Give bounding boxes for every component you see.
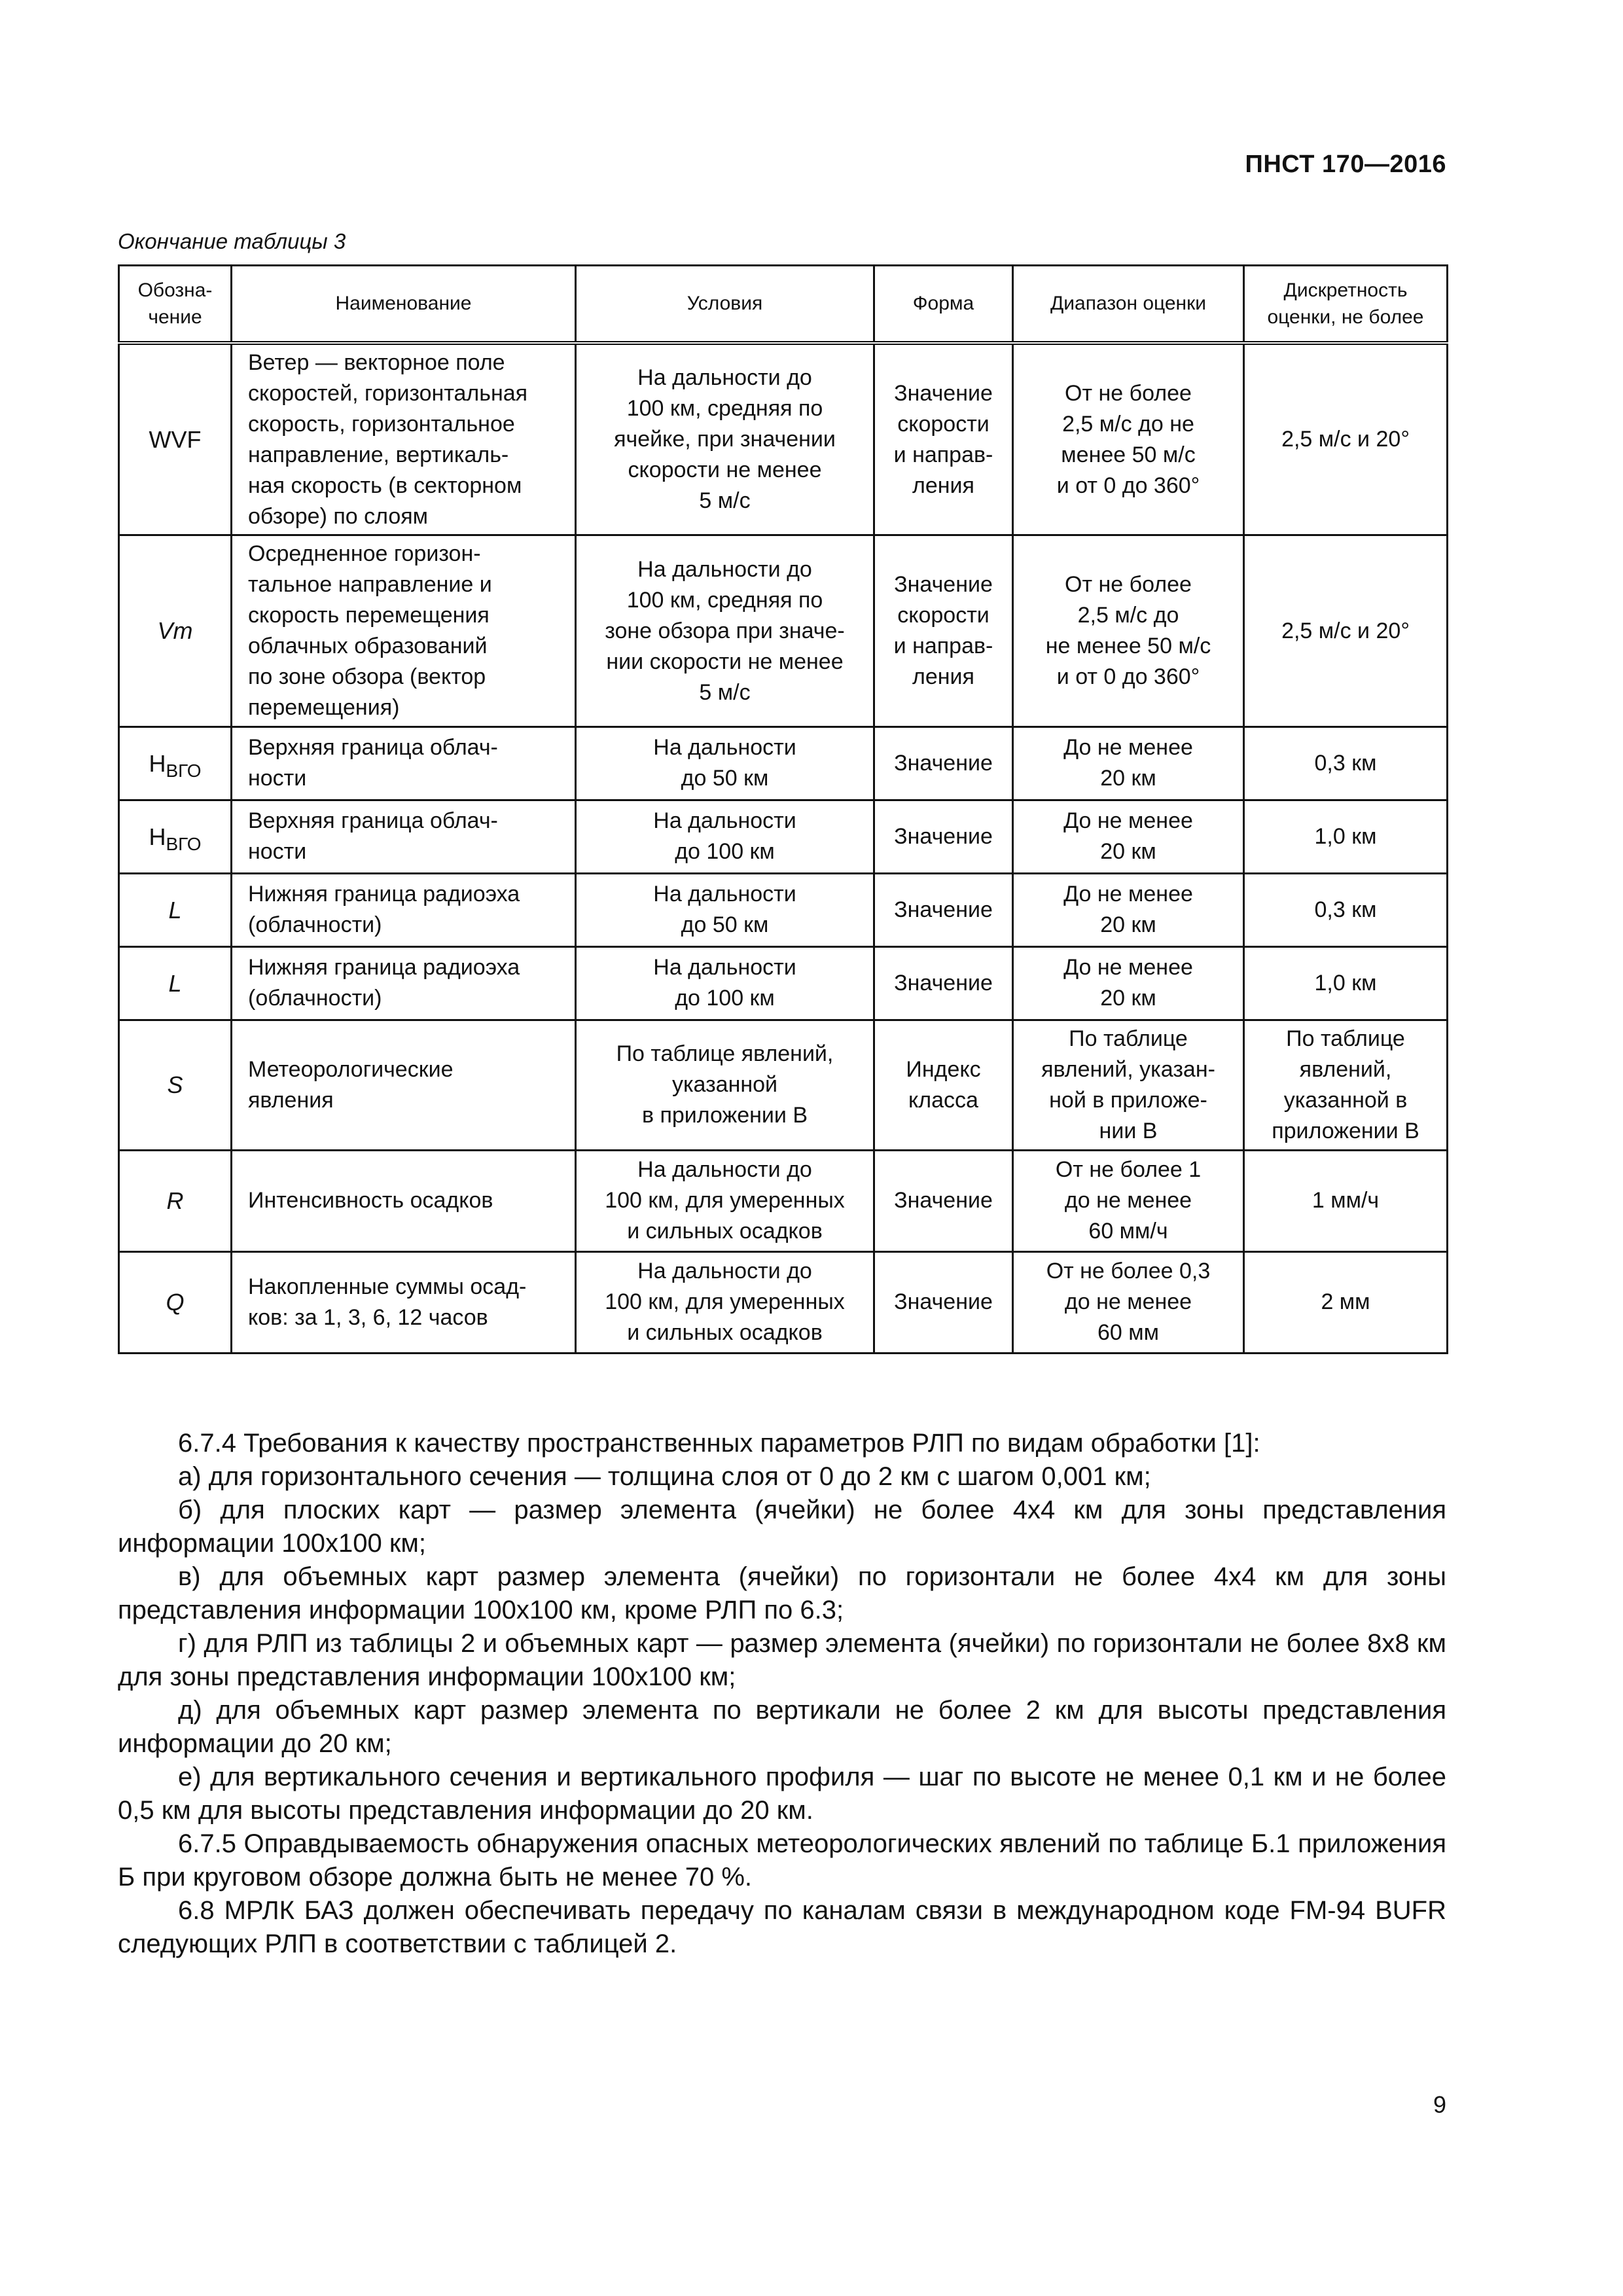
- cell-resolution: По таблице явлений, указанной в приложении В: [1244, 1020, 1448, 1150]
- cell-symbol: Vm: [119, 535, 232, 726]
- paragraph: 6.7.5 Оправдываемость обнаружения опасных метеорологических явлений по таблице Б.1 приложения Б при круговом обзоре должна быть не менее 70 %.: [118, 1829, 1446, 1892]
- body-text: [118, 1427, 1446, 1961]
- cell-conditions: По таблице явлений, указанной в приложении В: [576, 1020, 874, 1150]
- cell-name: Осредненное горизон- тальное направление и скорость перемещения облачных образований по зоне обзора (вектор перемещения): [232, 535, 576, 726]
- table-row: [119, 1150, 1448, 1251]
- col-header-range: Диапазон оценки: [1013, 266, 1244, 344]
- cell-resolution: 0,3 км: [1244, 873, 1448, 946]
- cell-range: До не менее 20 км: [1013, 873, 1244, 946]
- cell-form: Значение: [874, 946, 1013, 1020]
- cell-range: До не менее 20 км: [1013, 800, 1244, 873]
- cell-conditions: На дальности до 100 км: [576, 946, 874, 1020]
- cell-resolution: 2,5 м/с и 20°: [1244, 343, 1448, 535]
- cell-range: От не более 1 до не менее 60 мм/ч: [1013, 1150, 1244, 1251]
- table-row: [119, 343, 1448, 535]
- cell-conditions: На дальности до 100 км: [576, 800, 874, 873]
- cell-form: Значение: [874, 873, 1013, 946]
- paragraph: е) для вертикального сечения и вертикального профиля — шаг по высоте не менее 0,1 км и не более 0,5 км для высоты представления информации до 20 км.: [118, 1763, 1446, 1825]
- cell-name: Верхняя граница облач- ности: [232, 800, 576, 873]
- cell-name: Интенсивность осадков: [232, 1150, 576, 1251]
- cell-resolution: 1,0 км: [1244, 800, 1448, 873]
- cell-range: До не менее 20 км: [1013, 726, 1244, 800]
- paragraph: в) для объемных карт размер элемента (ячейки) по горизонтали не более 4х4 км для зоны представления информации 100х100 км, кроме РЛП по 6.3;: [118, 1562, 1446, 1624]
- cell-conditions: На дальности до 50 км: [576, 726, 874, 800]
- table-row: [119, 946, 1448, 1020]
- cell-form: Значение: [874, 1251, 1013, 1353]
- cell-range: По таблице явлений, указан- ной в приложе- нии В: [1013, 1020, 1244, 1150]
- cell-conditions: На дальности до 50 км: [576, 873, 874, 946]
- cell-symbol: WVF: [119, 343, 232, 535]
- cell-form: Индекс класса: [874, 1020, 1013, 1150]
- symbol-main: Н: [149, 749, 166, 777]
- cell-symbol: S: [119, 1020, 232, 1150]
- cell-name: Верхняя граница облач- ности: [232, 726, 576, 800]
- cell-conditions: На дальности до 100 км, средняя по ячейке, при значении скорости не менее 5 м/с: [576, 343, 874, 535]
- document-code: ПНСТ 170—2016: [1245, 151, 1446, 178]
- cell-form: Значение скорости и направ- ления: [874, 343, 1013, 535]
- page-number: 9: [1433, 2091, 1446, 2118]
- paragraph: а) для горизонтального сечения — толщина слоя от 0 до 2 км с шагом 0,001 км;: [178, 1462, 1151, 1491]
- cell-symbol: L: [119, 873, 232, 946]
- cell-range: От не более 0,3 до не менее 60 мм: [1013, 1251, 1244, 1353]
- paragraph: г) для РЛП из таблицы 2 и объемных карт — размер элемента (ячейки) по горизонтали не более 8х8 км для зоны представления информации 100х100 км;: [118, 1629, 1446, 1691]
- table-row: [119, 1251, 1448, 1353]
- cell-form: Значение: [874, 1150, 1013, 1251]
- cell-name: Нижняя граница радиоэха (облачности): [232, 946, 576, 1020]
- cell-symbol: [119, 800, 232, 873]
- cell-form: Значение: [874, 800, 1013, 873]
- symbol-subscript: ВГО: [166, 833, 202, 854]
- cell-resolution: 1,0 км: [1244, 946, 1448, 1020]
- cell-range: До не менее 20 км: [1013, 946, 1244, 1020]
- cell-conditions: На дальности до 100 км, для умеренных и сильных осадков: [576, 1251, 874, 1353]
- cell-range: От не более 2,5 м/с до не менее 50 м/с и от 0 до 360°: [1013, 535, 1244, 726]
- paragraph: 6.8 МРЛК БАЗ должен обеспечивать передачу по каналам связи в международном коде FM-94 BUFR следующих РЛП в соответствии с таблицей 2.: [118, 1896, 1446, 1958]
- cell-symbol: Q: [119, 1251, 232, 1353]
- cell-name: Нижняя граница радиоэха (облачности): [232, 873, 576, 946]
- cell-conditions: На дальности до 100 км, средняя по зоне обзора при значе- нии скорости не менее 5 м/с: [576, 535, 874, 726]
- table-header-row: [119, 266, 1448, 344]
- cell-conditions: На дальности до 100 км, для умеренных и сильных осадков: [576, 1150, 874, 1251]
- table-row: [119, 535, 1448, 726]
- cell-name: Ветер — векторное поле скоростей, горизонтальная скорость, горизонтальное направление, вертикаль- ная скорость (в секторном обзоре) по слоям: [232, 343, 576, 535]
- symbol-main: Н: [149, 823, 166, 850]
- paragraph: б) для плоских карт — размер элемента (ячейки) не более 4х4 км для зоны представления информации 100х100 км;: [118, 1496, 1446, 1558]
- table-row: [119, 873, 1448, 946]
- col-header-name: Наименование: [232, 266, 576, 344]
- col-header-symbol: Обозна- чение: [119, 266, 232, 344]
- cell-resolution: 0,3 км: [1244, 726, 1448, 800]
- cell-range: От не более 2,5 м/с до не менее 50 м/с и от 0 до 360°: [1013, 343, 1244, 535]
- table-row: [119, 800, 1448, 873]
- col-header-conditions: Условия: [576, 266, 874, 344]
- col-header-form: Форма: [874, 266, 1013, 344]
- col-header-resolution: Дискретность оценки, не более: [1244, 266, 1448, 344]
- cell-name: Метеорологические явления: [232, 1020, 576, 1150]
- table-row: [119, 1020, 1448, 1150]
- cell-form: Значение скорости и направ- ления: [874, 535, 1013, 726]
- cell-resolution: 2,5 м/с и 20°: [1244, 535, 1448, 726]
- table-row: [119, 726, 1448, 800]
- table-caption: Окончание таблицы 3: [118, 229, 346, 253]
- cell-symbol: [119, 726, 232, 800]
- cell-resolution: 2 мм: [1244, 1251, 1448, 1353]
- cell-resolution: 1 мм/ч: [1244, 1150, 1448, 1251]
- paragraph: д) для объемных карт размер элемента по вертикали не более 2 км для высоты представления информации до 20 км;: [118, 1696, 1446, 1758]
- paragraph: 6.7.4 Требования к качеству пространственных параметров РЛП по видам обработки [1]:: [178, 1429, 1260, 1458]
- parameters-table: [118, 264, 1448, 1354]
- cell-name: Накопленные суммы осад- ков: за 1, 3, 6, 12 часов: [232, 1251, 576, 1353]
- cell-symbol: R: [119, 1150, 232, 1251]
- cell-symbol: L: [119, 946, 232, 1020]
- symbol-subscript: ВГО: [166, 760, 202, 781]
- cell-form: Значение: [874, 726, 1013, 800]
